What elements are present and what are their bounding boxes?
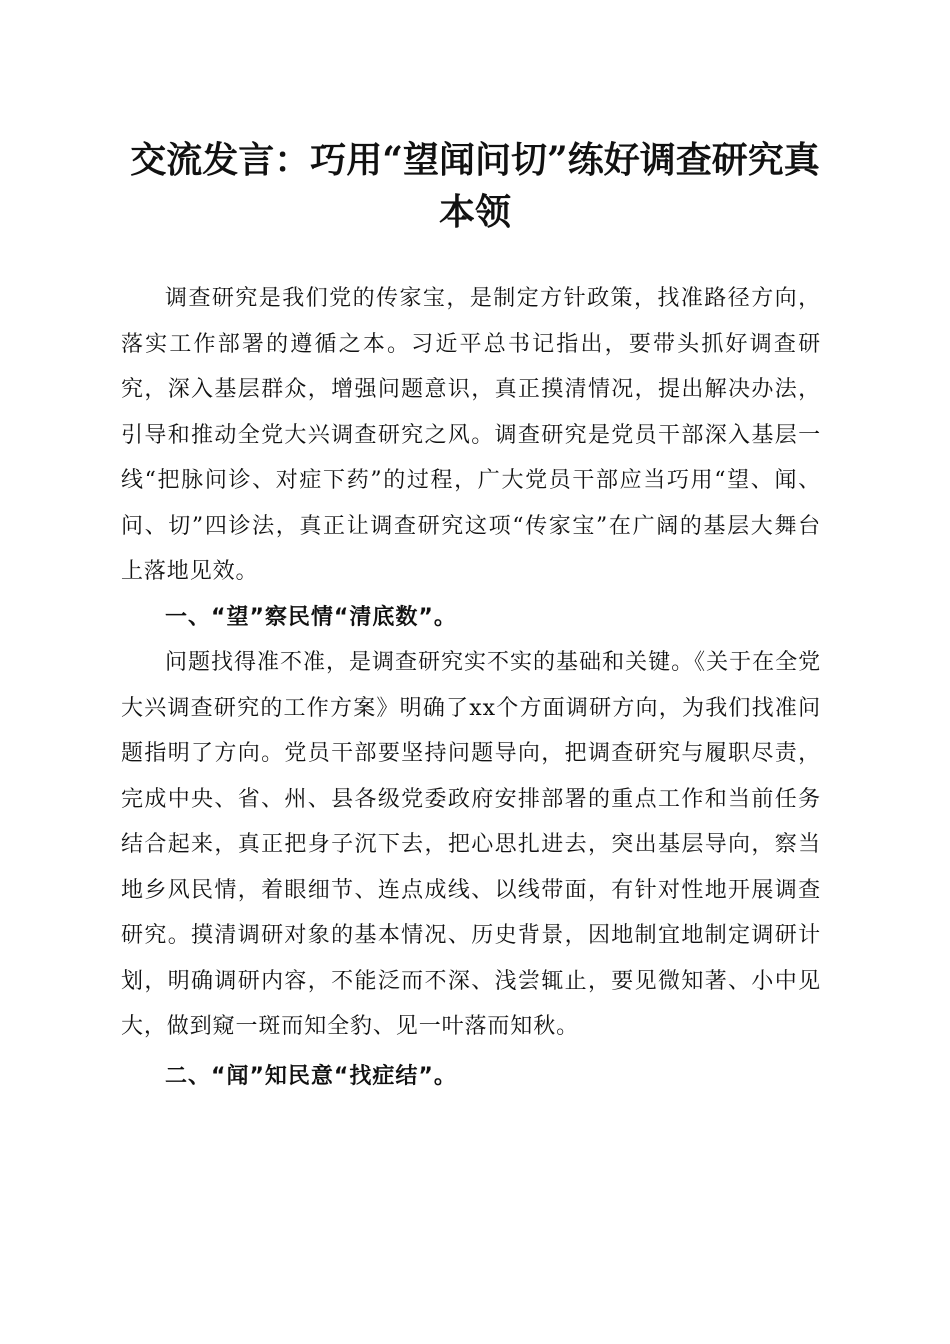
document-body bbox=[121, 276, 821, 1099]
section-paragraph-1: 问题找得准不准，是调查研究实不实的基础和关键。《关于在全党大兴调查研究的工作方案》明确了xx个方面调研方向，为我们找准问题指明了方向。党员干部要坚持问题导向，把调查研究与履职尽责，完成中央、省、州、县各级党委政府安排部署的重点工作和当前任务结合起来，真正把身子沉下去，把心思扎进去，突出基层导向，察当地乡风民情，着眼细节、连点成线、以线带面，有针对性地开展调查研究。摸清调研对象的基本情况、历史背景，因地制宜地制定调研计划，明确调研内容，不能泛而不深、浅尝辄止，要见微知著、小中见大，做到窥一斑而知全豹、见一叶落而知秋。 bbox=[121, 650, 821, 1039]
section-heading-2: 二、“闻”知民意“找症结”。 bbox=[165, 1063, 457, 1089]
section-heading-1: 一、“望”察民情“清底数”。 bbox=[165, 604, 457, 630]
page-title: 交流发言：巧用“望闻问切”练好调查研究真本领 bbox=[130, 139, 820, 233]
intro-paragraph: 调查研究是我们党的传家宝，是制定方针政策，找准路径方向，落实工作部署的遵循之本。习近平总书记指出，要带头抓好调查研究，深入基层群众，增强问题意识，真正摸清情况，提出解决办法，引导和推动全党大兴调查研究之风。调查研究是党员干部深入基层一线“把脉问诊、对症下药”的过程，广大党员干部应当巧用“望、闻、问、切”四诊法，真正让调查研究这项“传家宝”在广阔的基层大舞台上落地见效。 bbox=[121, 286, 821, 584]
